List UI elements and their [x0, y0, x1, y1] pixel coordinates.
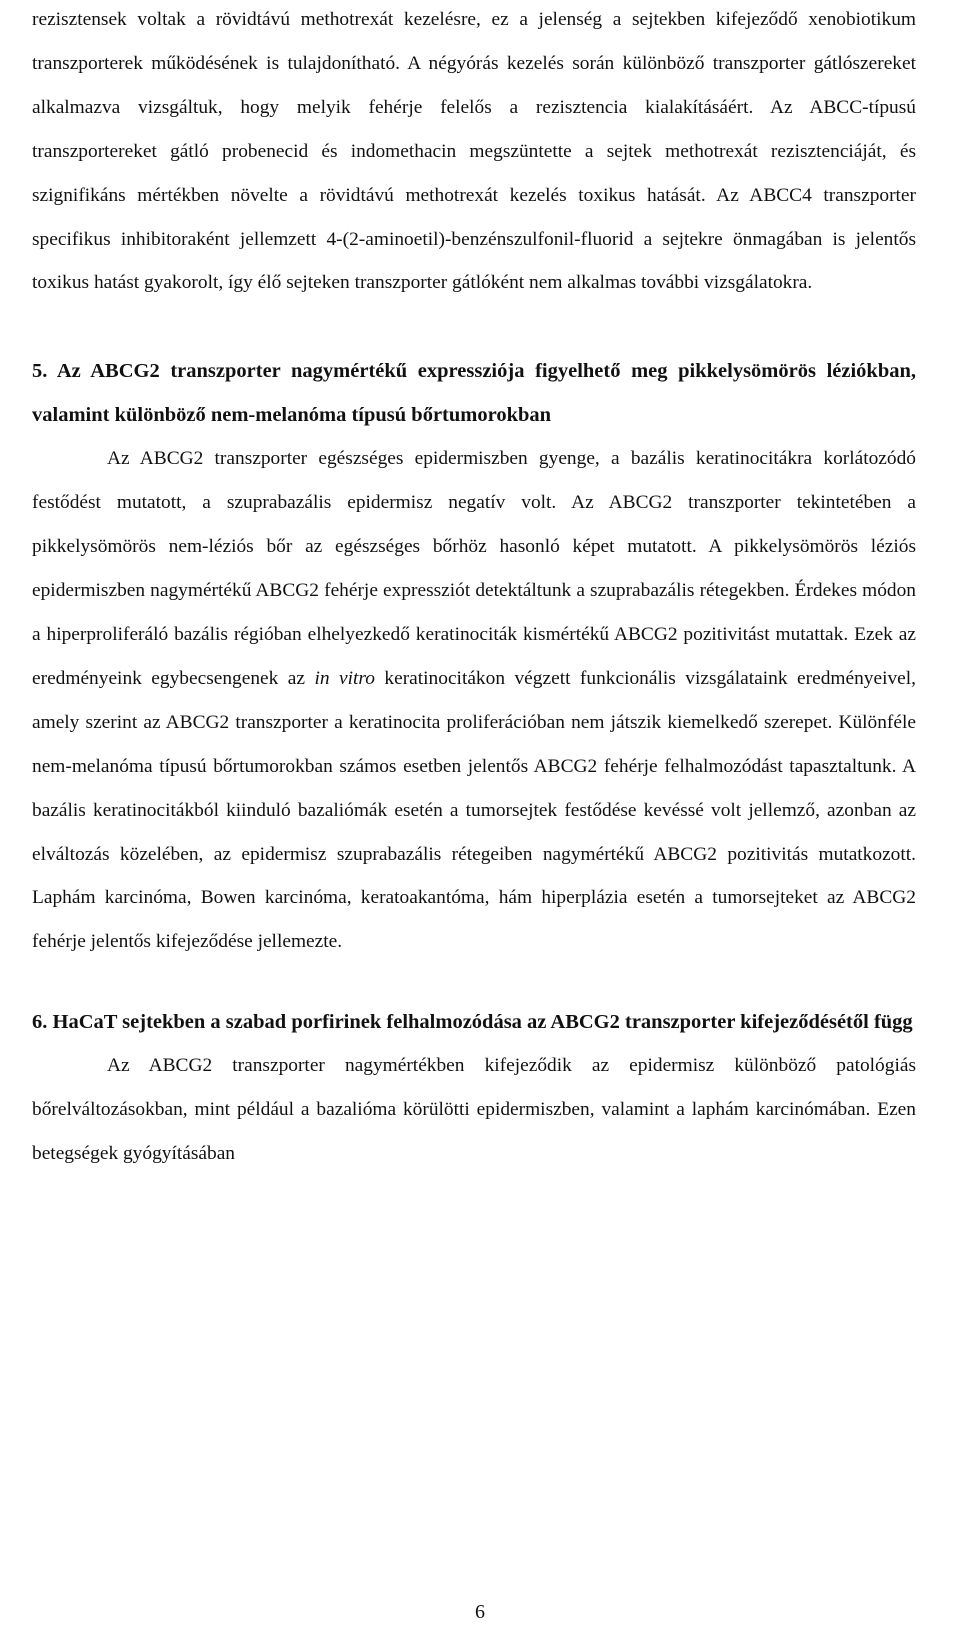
body-paragraph [32, 437, 916, 964]
paragraph-spacer [32, 964, 916, 1000]
page-number: 6 [475, 1601, 485, 1623]
body-text: keratinocitákon végzett funkcionális vizsgálataink eredményeivel, amely szerint az ABCG2 transzporter a keratinocita proliferációban nem játszik kiemelkedő szerepet. Különféle nem-melanóma típusú bőrtumorokban számos esetben jelentős ABCG2 fehérje felhalmozódást tapasztaltunk. A bazális keratinocitákból kiinduló bazaliómák esetén a tumorsejtek festődése kevéssé volt jellemző, azonban az elváltozás közelében, az epidermisz szuprabazális rétegeiben nagymértékű ABCG2 pozitivitás mutatkozott. Laphám karcinóma, Bowen karcinóma, keratoakantóma, hám hiperplázia esetén a tumorsejteket az ABCG2 fehérje jelentős kifejeződése jellemezte. [32, 667, 916, 953]
body-paragraph: rezisztensek voltak a rövidtávú methotrexát kezelésre, ez a jelenség a sejtekben kifejeződő xenobiotikum transzporterek működésének is tulajdonítható. A négyórás kezelés során különböző transzporter gátlószereket alkalmazva vizsgáltuk, hogy melyik fehérje felelős a rezisztencia kialakításáért. Az ABCC-típusú transzportereket gátló probenecid és indomethacin megszüntette a sejtek methotrexát rezisztenciáját, és szignifikáns mértékben növelte a rövidtávú methotrexát kezelés toxikus hatását. Az ABCC4 transzporter specifikus inhibitoraként jellemzett 4-(2-aminoetil)-benzénszulfonil-fluorid a sejtekre önmagában is jelentős toxikus hatást gyakorolt, így élő sejteken transzporter gátlóként nem alkalmas további vizsgálatokra. [32, 9, 916, 294]
italic-term: in vitro [314, 667, 375, 689]
section-heading: 6. HaCaT sejtekben a szabad porfirinek felhalmozódása az ABCG2 transzporter kifejeződésétől függ [32, 1011, 913, 1034]
body-text: Az ABCG2 transzporter egészséges epidermiszben gyenge, a bazális keratinocitákra korlátozódó festődést mutatott, a szuprabazális epidermisz negatív volt. Az ABCG2 transzporter tekintetében a pikkelysömörös nem-léziós bőr az egészséges bőrhöz hasonló képet mutatott. A pikkelysömörös léziós epidermiszben nagymértékű ABCG2 fehérje expressziót detektáltunk a szuprabazális rétegekben. Érdekes módon a hiperproliferáló bazális régióban elhelyezkedő keratinociták kismértékű ABCG2 pozitivitást mutattak. Ezek az eredményeink egybecsengenek az [32, 448, 916, 689]
document-page [32, 0, 916, 1176]
section-heading: 5. Az ABCG2 transzporter nagymértékű expressziója figyelhető meg pikkelysömörös léziókban, valamint különböző nem-melanóma típusú bőrtumorokban [32, 360, 916, 427]
body-paragraph: Az ABCG2 transzporter nagymértékben kifejeződik az epidermisz különböző patológiás bőrelváltozásokban, mint például a bazalióma körülötti epidermiszben, valamint a laphám karcinómában. Ezen betegségek gyógyításában [32, 1055, 916, 1165]
paragraph-spacer [32, 305, 916, 349]
